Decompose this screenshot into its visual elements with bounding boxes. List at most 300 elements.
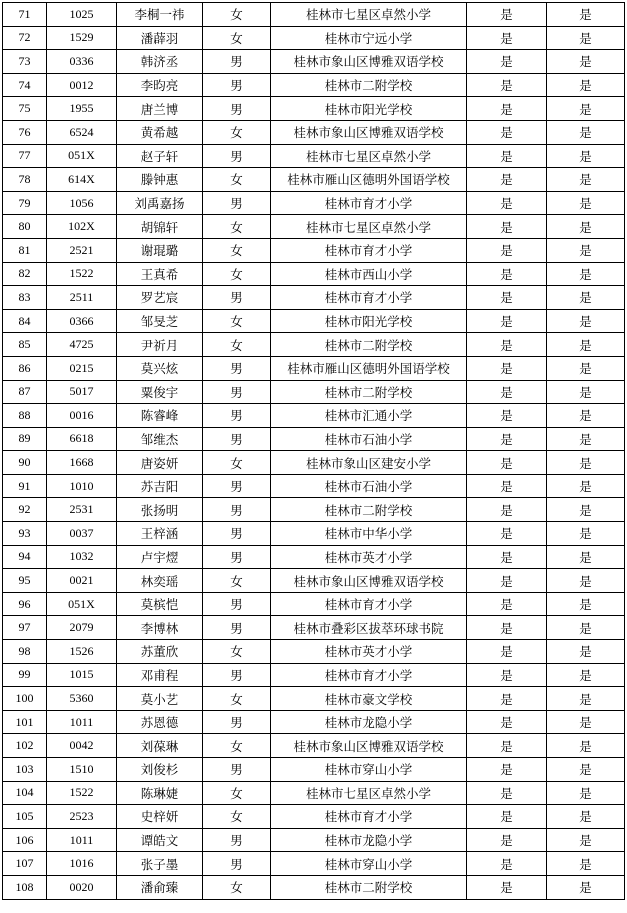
row-number-cell: 105	[3, 805, 47, 829]
school-cell: 桂林市象山区建安小学	[271, 451, 467, 475]
table-row	[3, 191, 625, 215]
id-suffix-cell: 0020	[47, 875, 117, 899]
status-b-cell: 是	[547, 168, 625, 192]
row-number-cell: 102	[3, 734, 47, 758]
gender-cell: 女	[203, 3, 271, 27]
gender-cell: 男	[203, 380, 271, 404]
status-a-cell: 是	[467, 380, 547, 404]
table-row	[3, 215, 625, 239]
table-body	[3, 3, 625, 900]
student-name-cell: 李桐一祎	[117, 3, 203, 27]
gender-cell: 男	[203, 663, 271, 687]
gender-cell: 女	[203, 805, 271, 829]
row-number-cell: 83	[3, 286, 47, 310]
status-b-cell: 是	[547, 498, 625, 522]
id-suffix-cell: 1011	[47, 828, 117, 852]
id-suffix-cell: 051X	[47, 592, 117, 616]
status-b-cell: 是	[547, 356, 625, 380]
status-a-cell: 是	[467, 451, 547, 475]
school-cell: 桂林市象山区博雅双语学校	[271, 120, 467, 144]
student-name-cell: 刘俊杉	[117, 758, 203, 782]
gender-cell: 女	[203, 333, 271, 357]
status-b-cell: 是	[547, 262, 625, 286]
school-cell: 桂林市七星区卓然小学	[271, 3, 467, 27]
student-name-cell: 史梓妍	[117, 805, 203, 829]
id-suffix-cell: 0016	[47, 404, 117, 428]
gender-cell: 男	[203, 356, 271, 380]
id-suffix-cell: 0336	[47, 50, 117, 74]
table-row	[3, 144, 625, 168]
status-b-cell: 是	[547, 687, 625, 711]
school-cell: 桂林市象山区博雅双语学校	[271, 50, 467, 74]
id-suffix-cell: 1526	[47, 640, 117, 664]
table-row	[3, 758, 625, 782]
id-suffix-cell: 1010	[47, 474, 117, 498]
status-a-cell: 是	[467, 238, 547, 262]
status-a-cell: 是	[467, 474, 547, 498]
school-cell: 桂林市象山区博雅双语学校	[271, 569, 467, 593]
gender-cell: 女	[203, 238, 271, 262]
gender-cell: 男	[203, 498, 271, 522]
id-suffix-cell: 614X	[47, 168, 117, 192]
table-row	[3, 640, 625, 664]
gender-cell: 女	[203, 875, 271, 899]
id-suffix-cell: 2521	[47, 238, 117, 262]
table-row	[3, 238, 625, 262]
status-a-cell: 是	[467, 50, 547, 74]
table-row	[3, 498, 625, 522]
gender-cell: 男	[203, 828, 271, 852]
row-number-cell: 77	[3, 144, 47, 168]
id-suffix-cell: 1025	[47, 3, 117, 27]
table-row	[3, 356, 625, 380]
school-cell: 桂林市二附学校	[271, 333, 467, 357]
table-row	[3, 73, 625, 97]
school-cell: 桂林市象山区博雅双语学校	[271, 734, 467, 758]
status-a-cell: 是	[467, 592, 547, 616]
school-cell: 桂林市叠彩区拔萃环球书院	[271, 616, 467, 640]
status-a-cell: 是	[467, 309, 547, 333]
id-suffix-cell: 0012	[47, 73, 117, 97]
school-cell: 桂林市龙隐小学	[271, 710, 467, 734]
student-name-cell: 张扬明	[117, 498, 203, 522]
school-cell: 桂林市石油小学	[271, 474, 467, 498]
student-name-cell: 苏董欣	[117, 640, 203, 664]
table-row	[3, 522, 625, 546]
gender-cell: 男	[203, 286, 271, 310]
id-suffix-cell: 1016	[47, 852, 117, 876]
table-row	[3, 3, 625, 27]
table-row	[3, 734, 625, 758]
row-number-cell: 71	[3, 3, 47, 27]
status-a-cell: 是	[467, 286, 547, 310]
school-cell: 桂林市七星区卓然小学	[271, 215, 467, 239]
gender-cell: 男	[203, 545, 271, 569]
id-suffix-cell: 1522	[47, 781, 117, 805]
school-cell: 桂林市石油小学	[271, 427, 467, 451]
id-suffix-cell: 0042	[47, 734, 117, 758]
table-row	[3, 545, 625, 569]
row-number-cell: 88	[3, 404, 47, 428]
row-number-cell: 72	[3, 26, 47, 50]
status-b-cell: 是	[547, 522, 625, 546]
gender-cell: 男	[203, 427, 271, 451]
row-number-cell: 96	[3, 592, 47, 616]
student-name-cell: 陈琳婕	[117, 781, 203, 805]
student-name-cell: 王梓涵	[117, 522, 203, 546]
row-number-cell: 89	[3, 427, 47, 451]
table-row	[3, 262, 625, 286]
row-number-cell: 87	[3, 380, 47, 404]
status-a-cell: 是	[467, 710, 547, 734]
school-cell: 桂林市雁山区德明外国语学校	[271, 356, 467, 380]
student-name-cell: 王真希	[117, 262, 203, 286]
status-a-cell: 是	[467, 875, 547, 899]
id-suffix-cell: 5360	[47, 687, 117, 711]
id-suffix-cell: 1529	[47, 26, 117, 50]
gender-cell: 男	[203, 404, 271, 428]
student-list-table	[2, 2, 625, 900]
student-name-cell: 滕钟惠	[117, 168, 203, 192]
gender-cell: 男	[203, 592, 271, 616]
row-number-cell: 79	[3, 191, 47, 215]
student-name-cell: 莫兴炫	[117, 356, 203, 380]
table-row	[3, 333, 625, 357]
gender-cell: 男	[203, 758, 271, 782]
student-name-cell: 张子墨	[117, 852, 203, 876]
status-a-cell: 是	[467, 828, 547, 852]
status-b-cell: 是	[547, 451, 625, 475]
status-a-cell: 是	[467, 805, 547, 829]
status-b-cell: 是	[547, 640, 625, 664]
status-a-cell: 是	[467, 333, 547, 357]
student-name-cell: 唐姿妍	[117, 451, 203, 475]
gender-cell: 男	[203, 522, 271, 546]
row-number-cell: 97	[3, 616, 47, 640]
school-cell: 桂林市二附学校	[271, 380, 467, 404]
row-number-cell: 101	[3, 710, 47, 734]
school-cell: 桂林市育才小学	[271, 191, 467, 215]
gender-cell: 女	[203, 262, 271, 286]
table-row	[3, 687, 625, 711]
status-b-cell: 是	[547, 404, 625, 428]
school-cell: 桂林市宁远小学	[271, 26, 467, 50]
school-cell: 桂林市育才小学	[271, 592, 467, 616]
row-number-cell: 104	[3, 781, 47, 805]
student-name-cell: 赵子轩	[117, 144, 203, 168]
row-number-cell: 98	[3, 640, 47, 664]
status-a-cell: 是	[467, 262, 547, 286]
status-a-cell: 是	[467, 545, 547, 569]
row-number-cell: 82	[3, 262, 47, 286]
school-cell: 桂林市二附学校	[271, 875, 467, 899]
row-number-cell: 107	[3, 852, 47, 876]
id-suffix-cell: 1011	[47, 710, 117, 734]
student-name-cell: 罗艺宸	[117, 286, 203, 310]
school-cell: 桂林市英才小学	[271, 545, 467, 569]
status-a-cell: 是	[467, 758, 547, 782]
row-number-cell: 76	[3, 120, 47, 144]
gender-cell: 男	[203, 144, 271, 168]
gender-cell: 男	[203, 852, 271, 876]
id-suffix-cell: 0037	[47, 522, 117, 546]
status-a-cell: 是	[467, 191, 547, 215]
id-suffix-cell: 1032	[47, 545, 117, 569]
status-b-cell: 是	[547, 592, 625, 616]
status-b-cell: 是	[547, 238, 625, 262]
student-name-cell: 刘禹嘉扬	[117, 191, 203, 215]
id-suffix-cell: 2511	[47, 286, 117, 310]
status-a-cell: 是	[467, 120, 547, 144]
table-row	[3, 427, 625, 451]
status-b-cell: 是	[547, 50, 625, 74]
school-cell: 桂林市育才小学	[271, 805, 467, 829]
status-a-cell: 是	[467, 663, 547, 687]
row-number-cell: 86	[3, 356, 47, 380]
student-name-cell: 胡锦轩	[117, 215, 203, 239]
status-b-cell: 是	[547, 97, 625, 121]
row-number-cell: 81	[3, 238, 47, 262]
student-name-cell: 苏吉阳	[117, 474, 203, 498]
row-number-cell: 100	[3, 687, 47, 711]
status-b-cell: 是	[547, 215, 625, 239]
school-cell: 桂林市阳光学校	[271, 97, 467, 121]
student-name-cell: 唐兰博	[117, 97, 203, 121]
student-name-cell: 苏恩德	[117, 710, 203, 734]
status-a-cell: 是	[467, 26, 547, 50]
status-b-cell: 是	[547, 120, 625, 144]
status-b-cell: 是	[547, 474, 625, 498]
id-suffix-cell: 1668	[47, 451, 117, 475]
row-number-cell: 78	[3, 168, 47, 192]
status-a-cell: 是	[467, 97, 547, 121]
gender-cell: 女	[203, 451, 271, 475]
row-number-cell: 80	[3, 215, 47, 239]
status-b-cell: 是	[547, 663, 625, 687]
table-row	[3, 805, 625, 829]
row-number-cell: 93	[3, 522, 47, 546]
school-cell: 桂林市中华小学	[271, 522, 467, 546]
status-a-cell: 是	[467, 640, 547, 664]
school-cell: 桂林市二附学校	[271, 73, 467, 97]
status-a-cell: 是	[467, 215, 547, 239]
row-number-cell: 73	[3, 50, 47, 74]
student-name-cell: 刘葆琳	[117, 734, 203, 758]
table-row	[3, 710, 625, 734]
student-name-cell: 邓甫程	[117, 663, 203, 687]
table-row	[3, 50, 625, 74]
school-cell: 桂林市育才小学	[271, 663, 467, 687]
table-row	[3, 309, 625, 333]
status-b-cell: 是	[547, 191, 625, 215]
gender-cell: 男	[203, 710, 271, 734]
status-a-cell: 是	[467, 522, 547, 546]
gender-cell: 女	[203, 687, 271, 711]
status-a-cell: 是	[467, 3, 547, 27]
id-suffix-cell: 1015	[47, 663, 117, 687]
status-a-cell: 是	[467, 144, 547, 168]
gender-cell: 女	[203, 215, 271, 239]
id-suffix-cell: 2079	[47, 616, 117, 640]
id-suffix-cell: 102X	[47, 215, 117, 239]
table-row	[3, 451, 625, 475]
table-row	[3, 569, 625, 593]
row-number-cell: 74	[3, 73, 47, 97]
status-a-cell: 是	[467, 569, 547, 593]
status-b-cell: 是	[547, 286, 625, 310]
table-row	[3, 852, 625, 876]
gender-cell: 女	[203, 120, 271, 144]
student-name-cell: 莫小艺	[117, 687, 203, 711]
status-b-cell: 是	[547, 3, 625, 27]
school-cell: 桂林市阳光学校	[271, 309, 467, 333]
row-number-cell: 94	[3, 545, 47, 569]
status-b-cell: 是	[547, 309, 625, 333]
id-suffix-cell: 1056	[47, 191, 117, 215]
status-a-cell: 是	[467, 616, 547, 640]
status-a-cell: 是	[467, 168, 547, 192]
id-suffix-cell: 1955	[47, 97, 117, 121]
gender-cell: 男	[203, 616, 271, 640]
status-b-cell: 是	[547, 569, 625, 593]
table-row	[3, 592, 625, 616]
status-b-cell: 是	[547, 781, 625, 805]
school-cell: 桂林市穿山小学	[271, 758, 467, 782]
row-number-cell: 92	[3, 498, 47, 522]
student-name-cell: 谢琨璐	[117, 238, 203, 262]
status-a-cell: 是	[467, 852, 547, 876]
school-cell: 桂林市七星区卓然小学	[271, 144, 467, 168]
status-b-cell: 是	[547, 710, 625, 734]
id-suffix-cell: 5017	[47, 380, 117, 404]
status-a-cell: 是	[467, 498, 547, 522]
id-suffix-cell: 0021	[47, 569, 117, 593]
student-name-cell: 尹祈月	[117, 333, 203, 357]
student-name-cell: 陈睿峰	[117, 404, 203, 428]
school-cell: 桂林市英才小学	[271, 640, 467, 664]
status-a-cell: 是	[467, 781, 547, 805]
gender-cell: 男	[203, 73, 271, 97]
student-name-cell: 莫槟恺	[117, 592, 203, 616]
school-cell: 桂林市龙隐小学	[271, 828, 467, 852]
gender-cell: 女	[203, 168, 271, 192]
id-suffix-cell: 2523	[47, 805, 117, 829]
student-name-cell: 黄希越	[117, 120, 203, 144]
gender-cell: 女	[203, 781, 271, 805]
table-row	[3, 380, 625, 404]
row-number-cell: 103	[3, 758, 47, 782]
table-row	[3, 26, 625, 50]
table-row	[3, 168, 625, 192]
student-name-cell: 李博林	[117, 616, 203, 640]
gender-cell: 女	[203, 734, 271, 758]
status-b-cell: 是	[547, 734, 625, 758]
gender-cell: 女	[203, 309, 271, 333]
school-cell: 桂林市汇通小学	[271, 404, 467, 428]
table-row	[3, 286, 625, 310]
school-cell: 桂林市雁山区德明外国语学校	[271, 168, 467, 192]
student-name-cell: 李昀亮	[117, 73, 203, 97]
table-row	[3, 616, 625, 640]
gender-cell: 男	[203, 474, 271, 498]
student-name-cell: 粟俊宇	[117, 380, 203, 404]
status-a-cell: 是	[467, 73, 547, 97]
table-row	[3, 663, 625, 687]
id-suffix-cell: 6524	[47, 120, 117, 144]
table-row	[3, 781, 625, 805]
school-cell: 桂林市西山小学	[271, 262, 467, 286]
student-name-cell: 邹旻芝	[117, 309, 203, 333]
id-suffix-cell: 0215	[47, 356, 117, 380]
status-b-cell: 是	[547, 545, 625, 569]
status-b-cell: 是	[547, 616, 625, 640]
status-b-cell: 是	[547, 333, 625, 357]
school-cell: 桂林市穿山小学	[271, 852, 467, 876]
id-suffix-cell: 1522	[47, 262, 117, 286]
row-number-cell: 85	[3, 333, 47, 357]
row-number-cell: 99	[3, 663, 47, 687]
id-suffix-cell: 6618	[47, 427, 117, 451]
gender-cell: 女	[203, 26, 271, 50]
school-cell: 桂林市育才小学	[271, 286, 467, 310]
school-cell: 桂林市豪文学校	[271, 687, 467, 711]
row-number-cell: 75	[3, 97, 47, 121]
gender-cell: 男	[203, 97, 271, 121]
id-suffix-cell: 2531	[47, 498, 117, 522]
status-b-cell: 是	[547, 875, 625, 899]
id-suffix-cell: 1510	[47, 758, 117, 782]
row-number-cell: 108	[3, 875, 47, 899]
status-b-cell: 是	[547, 26, 625, 50]
school-cell: 桂林市育才小学	[271, 238, 467, 262]
gender-cell: 女	[203, 640, 271, 664]
row-number-cell: 84	[3, 309, 47, 333]
status-a-cell: 是	[467, 404, 547, 428]
status-b-cell: 是	[547, 427, 625, 451]
status-a-cell: 是	[467, 427, 547, 451]
student-name-cell: 谭皓文	[117, 828, 203, 852]
id-suffix-cell: 4725	[47, 333, 117, 357]
status-b-cell: 是	[547, 805, 625, 829]
student-name-cell: 潘俞臻	[117, 875, 203, 899]
table-row	[3, 120, 625, 144]
table-row	[3, 875, 625, 899]
student-name-cell: 潘薜羽	[117, 26, 203, 50]
student-name-cell: 邹维杰	[117, 427, 203, 451]
table-row	[3, 404, 625, 428]
status-a-cell: 是	[467, 734, 547, 758]
gender-cell: 女	[203, 569, 271, 593]
row-number-cell: 95	[3, 569, 47, 593]
gender-cell: 男	[203, 50, 271, 74]
status-b-cell: 是	[547, 380, 625, 404]
gender-cell: 男	[203, 191, 271, 215]
school-cell: 桂林市二附学校	[271, 498, 467, 522]
status-b-cell: 是	[547, 144, 625, 168]
student-name-cell: 林奕瑶	[117, 569, 203, 593]
status-b-cell: 是	[547, 828, 625, 852]
table-row	[3, 97, 625, 121]
id-suffix-cell: 051X	[47, 144, 117, 168]
status-a-cell: 是	[467, 687, 547, 711]
status-b-cell: 是	[547, 758, 625, 782]
row-number-cell: 90	[3, 451, 47, 475]
id-suffix-cell: 0366	[47, 309, 117, 333]
row-number-cell: 91	[3, 474, 47, 498]
status-b-cell: 是	[547, 852, 625, 876]
status-b-cell: 是	[547, 73, 625, 97]
table-row	[3, 474, 625, 498]
